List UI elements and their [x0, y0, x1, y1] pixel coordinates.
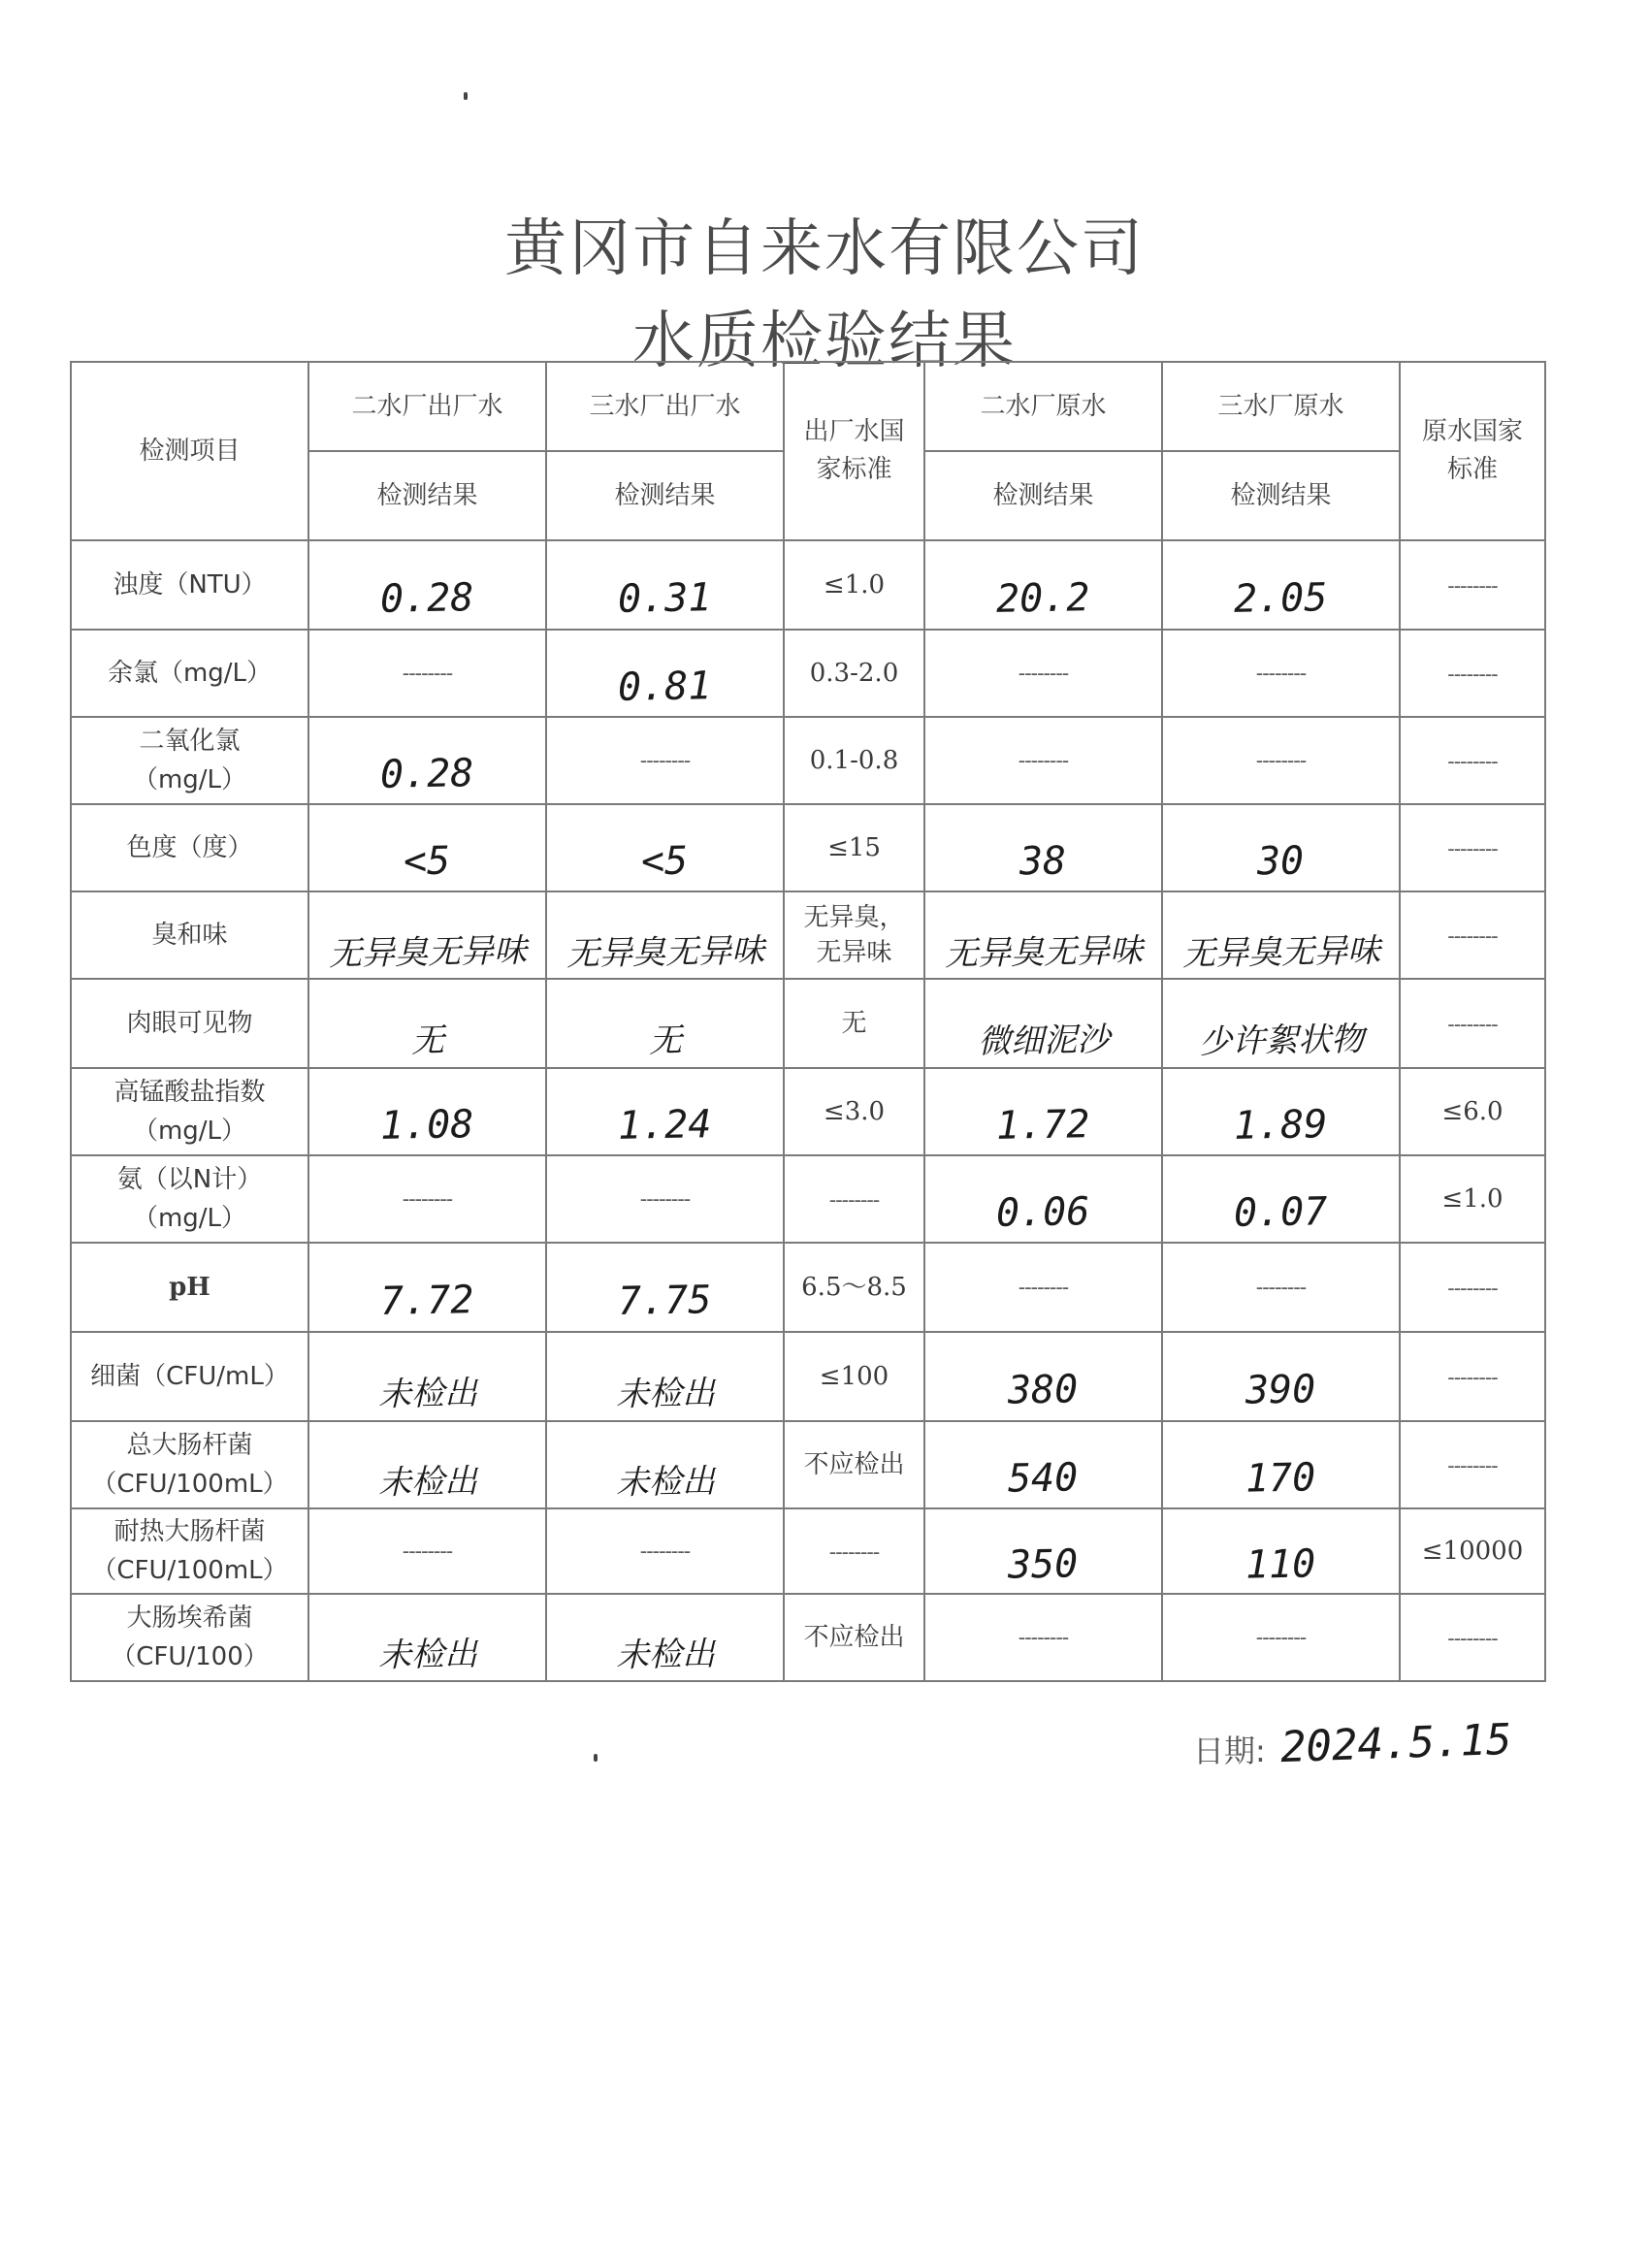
value-p3out-cell — [546, 630, 784, 717]
value-p2raw-cell — [924, 1068, 1162, 1155]
value-std-cell — [784, 979, 924, 1068]
value-p2out-cell — [308, 1332, 546, 1421]
value-rawstd: -------- — [1447, 749, 1498, 774]
table-row — [71, 1421, 1545, 1508]
value-p3raw-cell — [1162, 891, 1400, 979]
value-rawstd-cell — [1400, 979, 1545, 1068]
value-p3out-cell — [546, 804, 784, 891]
value-rawstd: -------- — [1447, 573, 1498, 599]
value-p3raw: -------- — [1255, 661, 1307, 686]
report-title: 水质检验结果 — [632, 306, 1017, 377]
value-std: ≤3.0 — [823, 1096, 886, 1126]
item-name: 余氯（mg/L） — [107, 658, 273, 688]
item-name-cell — [71, 1421, 308, 1508]
value-std: ≤100 — [819, 1361, 889, 1391]
value-p3raw-cell — [1162, 630, 1400, 717]
value-p3out-cell — [546, 1594, 784, 1681]
value-rawstd-cell — [1400, 891, 1545, 979]
value-std-cell — [784, 540, 924, 630]
value-rawstd: ≤6.0 — [1441, 1096, 1504, 1126]
value-p3raw-cell — [1162, 717, 1400, 804]
value-p2raw-cell — [924, 717, 1162, 804]
value-p3out-cell — [546, 1332, 784, 1421]
item-name-cell — [71, 1243, 308, 1332]
value-rawstd-cell — [1400, 717, 1545, 804]
value-p3raw: 2.05 — [1233, 575, 1329, 622]
item-name: 浊度（NTU） — [113, 569, 267, 599]
value-p2out: 未检出 — [377, 1461, 477, 1503]
value-p2out: 未检出 — [377, 1373, 477, 1414]
value-std-cell — [784, 1508, 924, 1594]
value-p2out: -------- — [402, 1539, 453, 1564]
scan-speck — [464, 92, 468, 100]
value-p3out: 0.81 — [617, 664, 713, 710]
value-p2raw: 无异臭无异味 — [944, 930, 1143, 974]
value-p3out: 未检出 — [615, 1373, 715, 1414]
value-p3raw-cell — [1162, 1508, 1400, 1594]
header-out-standard: 出厂水国家标准 — [784, 362, 924, 540]
item-name-cell — [71, 1594, 308, 1681]
item-name-cell — [71, 891, 308, 979]
value-p3raw: -------- — [1255, 1275, 1307, 1300]
value-p2raw-cell — [924, 540, 1162, 630]
header-result: 检测结果 — [546, 451, 784, 540]
table-row — [71, 1243, 1545, 1332]
value-p2out-cell — [308, 891, 546, 979]
value-rawstd-cell — [1400, 1068, 1545, 1155]
table-row — [71, 1508, 1545, 1594]
value-p2raw: 1.72 — [995, 1102, 1091, 1149]
value-p3raw: 170 — [1245, 1455, 1317, 1502]
value-p2raw-cell — [924, 979, 1162, 1068]
table-row — [71, 630, 1545, 717]
table-row — [71, 979, 1545, 1068]
value-p3out: 无异臭无异味 — [566, 930, 764, 974]
value-p2out: 未检出 — [377, 1634, 477, 1675]
value-p2raw: -------- — [1018, 661, 1069, 686]
value-std-cell — [784, 1068, 924, 1155]
value-p3raw: -------- — [1255, 748, 1307, 773]
value-std-cell — [784, 630, 924, 717]
value-p2out-cell — [308, 1243, 546, 1332]
header-plant3-raw: 三水厂原水 — [1162, 362, 1400, 451]
header-raw-standard: 原水国家标准 — [1400, 362, 1545, 540]
value-rawstd: -------- — [1447, 1365, 1498, 1390]
value-p2raw-cell — [924, 804, 1162, 891]
value-p2out-cell — [308, 540, 546, 630]
value-p2raw: 380 — [1007, 1367, 1080, 1413]
value-rawstd-cell — [1400, 1508, 1545, 1594]
header-result: 检测结果 — [1162, 451, 1400, 540]
value-p3out-cell — [546, 1243, 784, 1332]
value-p3out-cell — [546, 979, 784, 1068]
value-rawstd-cell — [1400, 1243, 1545, 1332]
value-rawstd-cell — [1400, 630, 1545, 717]
item-name: 色度（度） — [126, 832, 253, 862]
header-plant2-out: 二水厂出厂水 — [308, 362, 546, 451]
item-name: 氨（以N计）（mg/L） — [116, 1164, 263, 1233]
value-rawstd-cell — [1400, 1594, 1545, 1681]
item-name: 大肠埃希菌（CFU/100） — [111, 1603, 269, 1671]
value-p2out-cell — [308, 1594, 546, 1681]
value-p3out-cell — [546, 540, 784, 630]
value-p3out: 1.24 — [617, 1102, 713, 1149]
value-p2raw-cell — [924, 630, 1162, 717]
item-name: 肉眼可见物 — [126, 1008, 253, 1038]
item-name: 高锰酸盐指数（mg/L） — [113, 1077, 266, 1146]
company-title: 黄冈市自来水有限公司 — [504, 213, 1145, 285]
value-p3raw-cell — [1162, 1332, 1400, 1421]
value-p2out: 7.72 — [379, 1278, 475, 1324]
value-rawstd: ≤1.0 — [1441, 1183, 1504, 1214]
value-p3raw-cell — [1162, 804, 1400, 891]
value-p3out: <5 — [641, 838, 689, 885]
value-std: 0.3-2.0 — [809, 658, 899, 688]
value-p3out: -------- — [639, 748, 691, 773]
value-rawstd-cell — [1400, 540, 1545, 630]
value-p2raw: 0.06 — [995, 1189, 1091, 1236]
value-p2raw-cell — [924, 1594, 1162, 1681]
value-p3raw: -------- — [1255, 1625, 1307, 1650]
value-p3raw-cell — [1162, 1068, 1400, 1155]
value-p3out-cell — [546, 1508, 784, 1594]
item-name-cell — [71, 1068, 308, 1155]
value-p3raw-cell — [1162, 540, 1400, 630]
value-p3out: -------- — [639, 1186, 691, 1212]
item-name-cell — [71, 1332, 308, 1421]
value-rawstd: -------- — [1447, 662, 1498, 687]
item-name-cell — [71, 804, 308, 891]
value-rawstd: -------- — [1447, 1012, 1498, 1037]
value-std: 6.5～8.5 — [801, 1272, 907, 1302]
value-p3out: 无 — [648, 1021, 682, 1060]
value-rawstd: -------- — [1447, 923, 1498, 949]
value-p3raw-cell — [1162, 1594, 1400, 1681]
value-p2out-cell — [308, 804, 546, 891]
header-plant3-out: 三水厂出厂水 — [546, 362, 784, 451]
value-p2out-cell — [308, 979, 546, 1068]
value-p2out: <5 — [404, 838, 451, 885]
value-p2raw-cell — [924, 1243, 1162, 1332]
value-p3out: -------- — [639, 1539, 691, 1564]
value-std: ≤1.0 — [823, 569, 886, 599]
value-p3raw: 1.89 — [1233, 1102, 1329, 1149]
value-p3out: 7.75 — [617, 1278, 713, 1324]
value-p2out-cell — [308, 1508, 546, 1594]
results-table — [70, 361, 1546, 1682]
value-p2out: 1.08 — [379, 1102, 475, 1149]
value-rawstd: -------- — [1447, 1626, 1498, 1651]
item-name-cell — [71, 717, 308, 804]
value-p2out: 无异臭无异味 — [328, 930, 527, 974]
value-std-cell — [784, 1155, 924, 1243]
table-row — [71, 717, 1545, 804]
item-name: 耐热大肠杆菌（CFU/100mL） — [91, 1516, 288, 1585]
value-p3out-cell — [546, 717, 784, 804]
value-rawstd-cell — [1400, 1155, 1545, 1243]
value-std: 0.1-0.8 — [809, 745, 899, 775]
value-p3raw: 无异臭无异味 — [1181, 930, 1380, 974]
item-name: 总大肠杆菌（CFU/100mL） — [91, 1430, 288, 1499]
value-std-cell — [784, 1332, 924, 1421]
item-name-cell — [71, 979, 308, 1068]
value-rawstd-cell — [1400, 804, 1545, 891]
table-row — [71, 1068, 1545, 1155]
value-p3raw: 390 — [1245, 1367, 1317, 1413]
value-std-cell — [784, 1421, 924, 1508]
value-p2out: 0.28 — [379, 575, 475, 622]
value-p2out-cell — [308, 1068, 546, 1155]
header-plant2-raw: 二水厂原水 — [924, 362, 1162, 451]
value-std: -------- — [828, 1539, 880, 1565]
value-std-cell — [784, 891, 924, 979]
item-name-cell — [71, 630, 308, 717]
value-rawstd: -------- — [1447, 1276, 1498, 1301]
value-p2raw: 20.2 — [995, 575, 1091, 622]
value-p3out: 未检出 — [615, 1634, 715, 1675]
value-p2raw: -------- — [1018, 1625, 1069, 1650]
value-p3out: 0.31 — [617, 575, 713, 622]
header-result: 检测结果 — [924, 451, 1162, 540]
value-p3raw-cell — [1162, 1421, 1400, 1508]
item-name: 二氧化氯（mg/L） — [132, 726, 247, 794]
value-rawstd: ≤10000 — [1421, 1536, 1524, 1566]
value-rawstd-cell — [1400, 1332, 1545, 1421]
item-name: 臭和味 — [151, 920, 228, 950]
value-std-cell — [784, 804, 924, 891]
value-p2out-cell — [308, 717, 546, 804]
value-p3raw-cell — [1162, 1243, 1400, 1332]
value-p2out-cell — [308, 1155, 546, 1243]
table-row — [71, 891, 1545, 979]
value-rawstd: -------- — [1447, 836, 1498, 861]
value-p3out: 未检出 — [615, 1461, 715, 1503]
value-rawstd-cell — [1400, 1421, 1545, 1508]
value-p2raw-cell — [924, 891, 1162, 979]
item-name: 细菌（CFU/mL） — [90, 1361, 289, 1391]
scan-speck — [594, 1754, 598, 1762]
table-row — [71, 1594, 1545, 1681]
value-p3raw: 0.07 — [1233, 1189, 1329, 1236]
item-name-cell — [71, 1508, 308, 1594]
value-rawstd: -------- — [1447, 1453, 1498, 1478]
value-p2out: -------- — [402, 1186, 453, 1212]
value-p3out-cell — [546, 1068, 784, 1155]
date-value: 2024.5.15 — [1279, 1714, 1513, 1773]
value-std-cell — [784, 717, 924, 804]
value-p3out-cell — [546, 1155, 784, 1243]
value-p2raw: 350 — [1007, 1541, 1080, 1588]
value-p2raw: 微细泥沙 — [977, 1020, 1110, 1061]
value-p2raw-cell — [924, 1421, 1162, 1508]
value-p2raw: 540 — [1007, 1455, 1080, 1502]
value-p3out-cell — [546, 1421, 784, 1508]
value-p3raw: 30 — [1257, 838, 1305, 885]
item-name-cell — [71, 1155, 308, 1243]
value-p2out-cell — [308, 630, 546, 717]
value-p3raw-cell — [1162, 1155, 1400, 1243]
value-p2raw: -------- — [1018, 1275, 1069, 1300]
header-item: 检测项目 — [71, 362, 308, 540]
value-std: 无 — [841, 1008, 867, 1038]
value-std-cell — [784, 1243, 924, 1332]
value-std: ≤15 — [827, 832, 881, 862]
header-result: 检测结果 — [308, 451, 546, 540]
value-p3raw: 110 — [1245, 1541, 1317, 1588]
value-std: 不应检出 — [803, 1622, 905, 1652]
value-p2raw-cell — [924, 1332, 1162, 1421]
date-label: 日期: — [1193, 1733, 1266, 1769]
value-p3raw: 少许絮状物 — [1198, 1020, 1364, 1061]
table-row — [71, 540, 1545, 630]
value-p2raw: 38 — [1019, 838, 1067, 885]
value-p2out: 0.28 — [379, 751, 475, 797]
value-std-cell — [784, 1594, 924, 1681]
value-p3out-cell — [546, 891, 784, 979]
value-std: 不应检出 — [803, 1449, 905, 1479]
value-std: 无异臭，无异味 — [803, 902, 905, 967]
value-p2raw-cell — [924, 1508, 1162, 1594]
table-row — [71, 1332, 1545, 1421]
value-std: -------- — [828, 1187, 880, 1213]
item-name: pH — [169, 1272, 210, 1302]
table-row — [71, 1155, 1545, 1243]
value-p2out: -------- — [402, 661, 453, 686]
value-p3raw-cell — [1162, 979, 1400, 1068]
value-p2raw: -------- — [1018, 748, 1069, 773]
value-p2raw-cell — [924, 1155, 1162, 1243]
value-p2out-cell — [308, 1421, 546, 1508]
value-p2out: 无 — [410, 1021, 444, 1060]
table-row — [71, 804, 1545, 891]
item-name-cell — [71, 540, 308, 630]
